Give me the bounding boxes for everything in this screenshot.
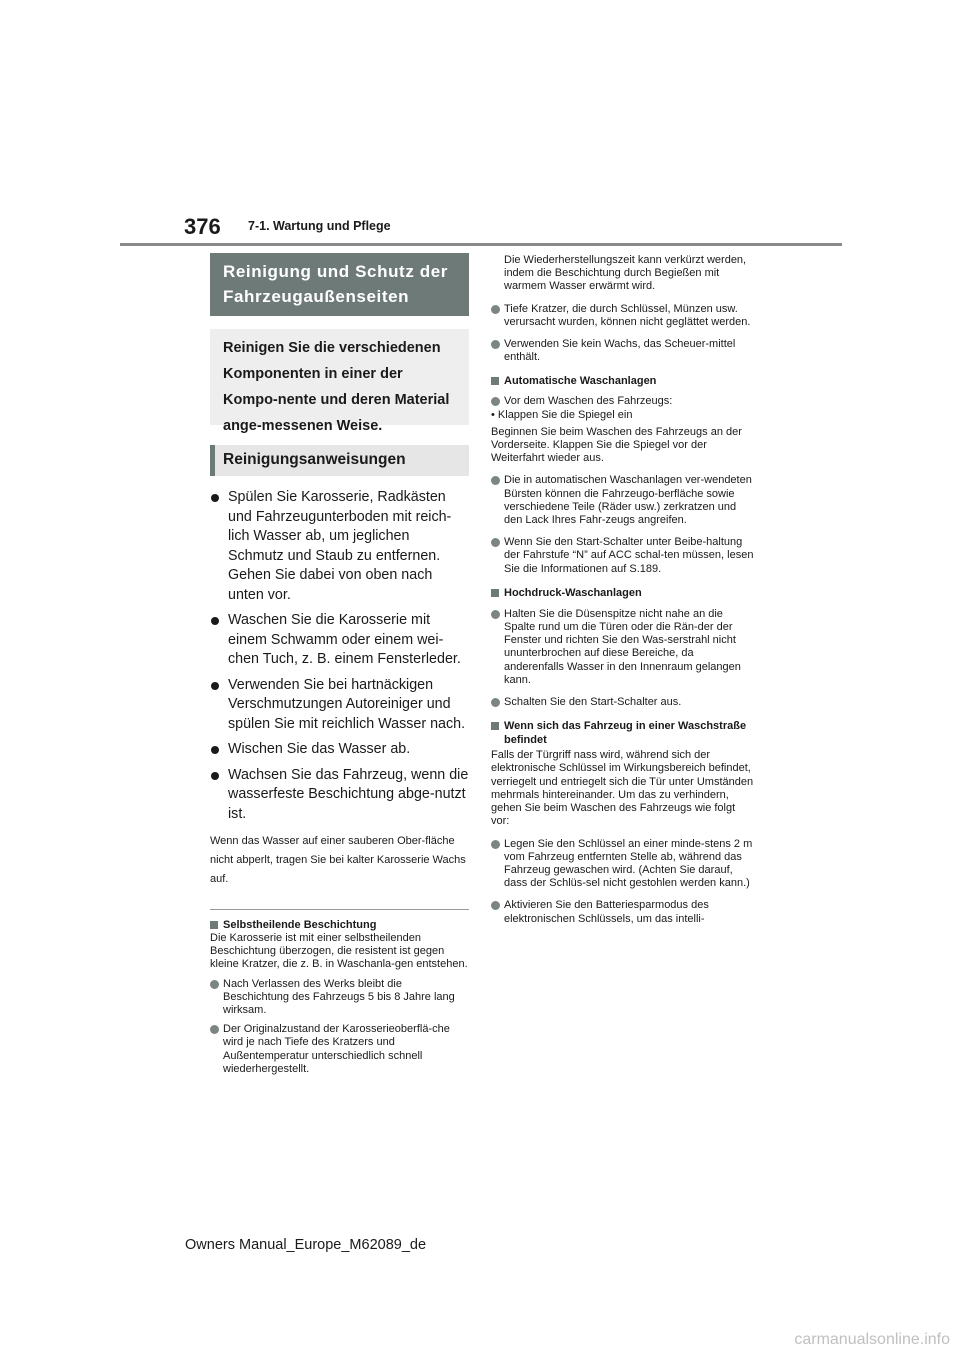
list-item: Tiefe Kratzer, die durch Schlüssel, Münzen usw. verursacht wurden, können nicht geglättet werden. xyxy=(491,303,755,329)
coating-text: Die Karosserie ist mit einer selbstheilenden Beschichtung überzogen, die resistent ist gegen kleine Kratzer, die z. B. in Waschanla-gen entstehen. xyxy=(210,932,468,971)
header-rule xyxy=(120,243,842,246)
list-item: Der Originalzustand der Karosserieoberflä-che wird je nach Tiefe des Kratzers und Außentemperatur unterschiedlich schnell wiederhergestellt. xyxy=(210,1023,469,1076)
car-wash-heading: Wenn sich das Fahrzeug in einer Waschstraße befindet xyxy=(491,719,755,747)
list-item: Wenn Sie den Start-Schalter unter Beibe-haltung der Fahrstufe “N” auf ACC schal-ten müssen, lesen Sie die Informationen auf S.189. xyxy=(491,536,755,576)
subheading: Reinigungsanweisungen xyxy=(210,445,469,476)
wax-note: Wenn das Wasser auf einer sauberen Ober-fläche nicht abperlt, tragen Sie bei kalter Karosserie Wachs auf. xyxy=(210,835,466,885)
high-pressure-heading: Hochdruck-Waschanlagen xyxy=(491,586,755,600)
car-wash-bullets xyxy=(491,838,755,926)
coating-heading: Selbstheilende Beschichtung xyxy=(210,918,469,932)
high-pressure-bullets xyxy=(491,608,755,709)
coating-bullets xyxy=(210,978,469,1076)
circle-bullet-icon xyxy=(491,538,500,547)
list-item: Vor dem Waschen des Fahrzeugs: xyxy=(491,395,755,408)
list-item: Wischen Sie das Wasser ab. xyxy=(210,740,469,760)
circle-bullet-icon xyxy=(491,305,500,314)
auto-wash-text: Beginnen Sie beim Waschen des Fahrzeugs an der Vorderseite. Klappen Sie die Spiegel vor der Weiterfahrt wieder aus. xyxy=(491,425,742,465)
intro-box: Reinigen Sie die verschiedenen Komponenten in einer der Kompo-nente und deren Material ange-messenen Weise. xyxy=(210,329,469,425)
coating-bullets-cont xyxy=(491,303,755,365)
circle-bullet-icon xyxy=(210,1025,219,1034)
car-wash-text: Falls der Türgriff nass wird, während sich der elektronische Schlüssel im Wirkungsbereich befindet, verriegelt und entriegelt sich die Tür unter Umständen mehrmals hintereinander. Um das zu verhindern, gehen Sie beim Waschen des Fahrzeugs wie folgt vor: xyxy=(491,749,754,828)
auto-wash-heading: Automatische Waschanlagen xyxy=(491,374,755,388)
list-item: Halten Sie die Düsenspitze nicht nahe an die Spalte rund um die Türen oder die Rän-der der Fenster und richten Sie den Was-serstrahl nicht ununterbrochen auf diese Bereiche, da anderenfalls Wasser in den Innenraum gelangen kann. xyxy=(491,608,755,687)
page-number: 376 xyxy=(184,214,221,239)
list-item: Wachsen Sie das Fahrzeug, wenn die wasserfeste Beschichtung abge-nutzt ist. xyxy=(210,766,469,825)
bullet-icon xyxy=(211,682,219,690)
list-item: Verwenden Sie kein Wachs, das Scheuer-mittel enthält. xyxy=(491,338,755,364)
bullet-icon xyxy=(211,772,219,780)
list-item: Aktivieren Sie den Batteriesparmodus des elektronischen Schlüssels, um das intelli- xyxy=(491,899,755,925)
list-item: Nach Verlassen des Werks bleibt die Beschichtung des Fahrzeugs 5 bis 8 Jahre lang wirksam. xyxy=(210,978,469,1018)
auto-wash-bullets xyxy=(491,474,755,575)
circle-bullet-icon xyxy=(491,476,500,485)
circle-bullet-icon xyxy=(491,840,500,849)
continuation-text: Die Wiederherstellungszeit kann verkürzt werden, indem die Beschichtung durch Begießen mit warmem Wasser erwärmt wird. xyxy=(504,254,747,293)
square-bullet-icon xyxy=(491,377,499,385)
list-item: Waschen Sie die Karosserie mit einem Schwamm oder einem wei-chen Tuch, z. B. einem Fensterleder. xyxy=(210,611,469,670)
auto-wash-first xyxy=(491,395,755,408)
divider xyxy=(210,909,469,910)
list-item: Schalten Sie den Start-Schalter aus. xyxy=(491,696,755,709)
square-bullet-icon xyxy=(491,722,499,730)
square-bullet-icon xyxy=(491,589,499,597)
section-label: 7-1. Wartung und Pflege xyxy=(248,219,391,233)
footer-text: Owners Manual_Europe_M62089_de xyxy=(185,1237,427,1253)
bullet-icon xyxy=(211,746,219,754)
sub-item: • Klappen Sie die Spiegel ein xyxy=(491,408,633,421)
right-column xyxy=(491,254,755,926)
square-bullet-icon xyxy=(210,921,218,929)
bullet-icon xyxy=(211,494,219,502)
circle-bullet-icon xyxy=(210,980,219,989)
circle-bullet-icon xyxy=(491,901,500,910)
cleaning-steps xyxy=(210,488,469,824)
watermark: carmanualsonline.info xyxy=(794,1331,950,1348)
list-item: Spülen Sie Karosserie, Radkästen und Fahrzeugunterboden mit reich-lich Wasser ab, um jeglichen Schmutz und Staub zu entfernen. Gehen Sie dabei von oben nach unten vor. xyxy=(210,488,469,605)
circle-bullet-icon xyxy=(491,340,500,349)
left-column xyxy=(210,253,469,1076)
list-item: Legen Sie den Schlüssel an einer minde-stens 2 m vom Fahrzeug entfernten Stelle ab, während das Fahrzeug gewaschen wird. (Achten Sie darauf, dass der Schlüs-sel nicht gestohlen werden kann.) xyxy=(491,838,755,891)
circle-bullet-icon xyxy=(491,698,500,707)
circle-bullet-icon xyxy=(491,610,500,619)
list-item: Verwenden Sie bei hartnäckigen Verschmutzungen Autoreiniger und spülen Sie mit reichlich Wasser nach. xyxy=(210,676,469,735)
section-title: Reinigung und Schutz der Fahrzeugaußenseiten xyxy=(210,253,469,316)
circle-bullet-icon xyxy=(491,397,500,406)
list-item: Die in automatischen Waschanlagen ver-wendeten Bürsten können die Fahrzeugo-berfläche sowie verschiedene Teile (Räder usw.) zerkratzen und den Lack Ihres Fahr-zeugs angreifen. xyxy=(491,474,755,527)
bullet-icon xyxy=(211,617,219,625)
